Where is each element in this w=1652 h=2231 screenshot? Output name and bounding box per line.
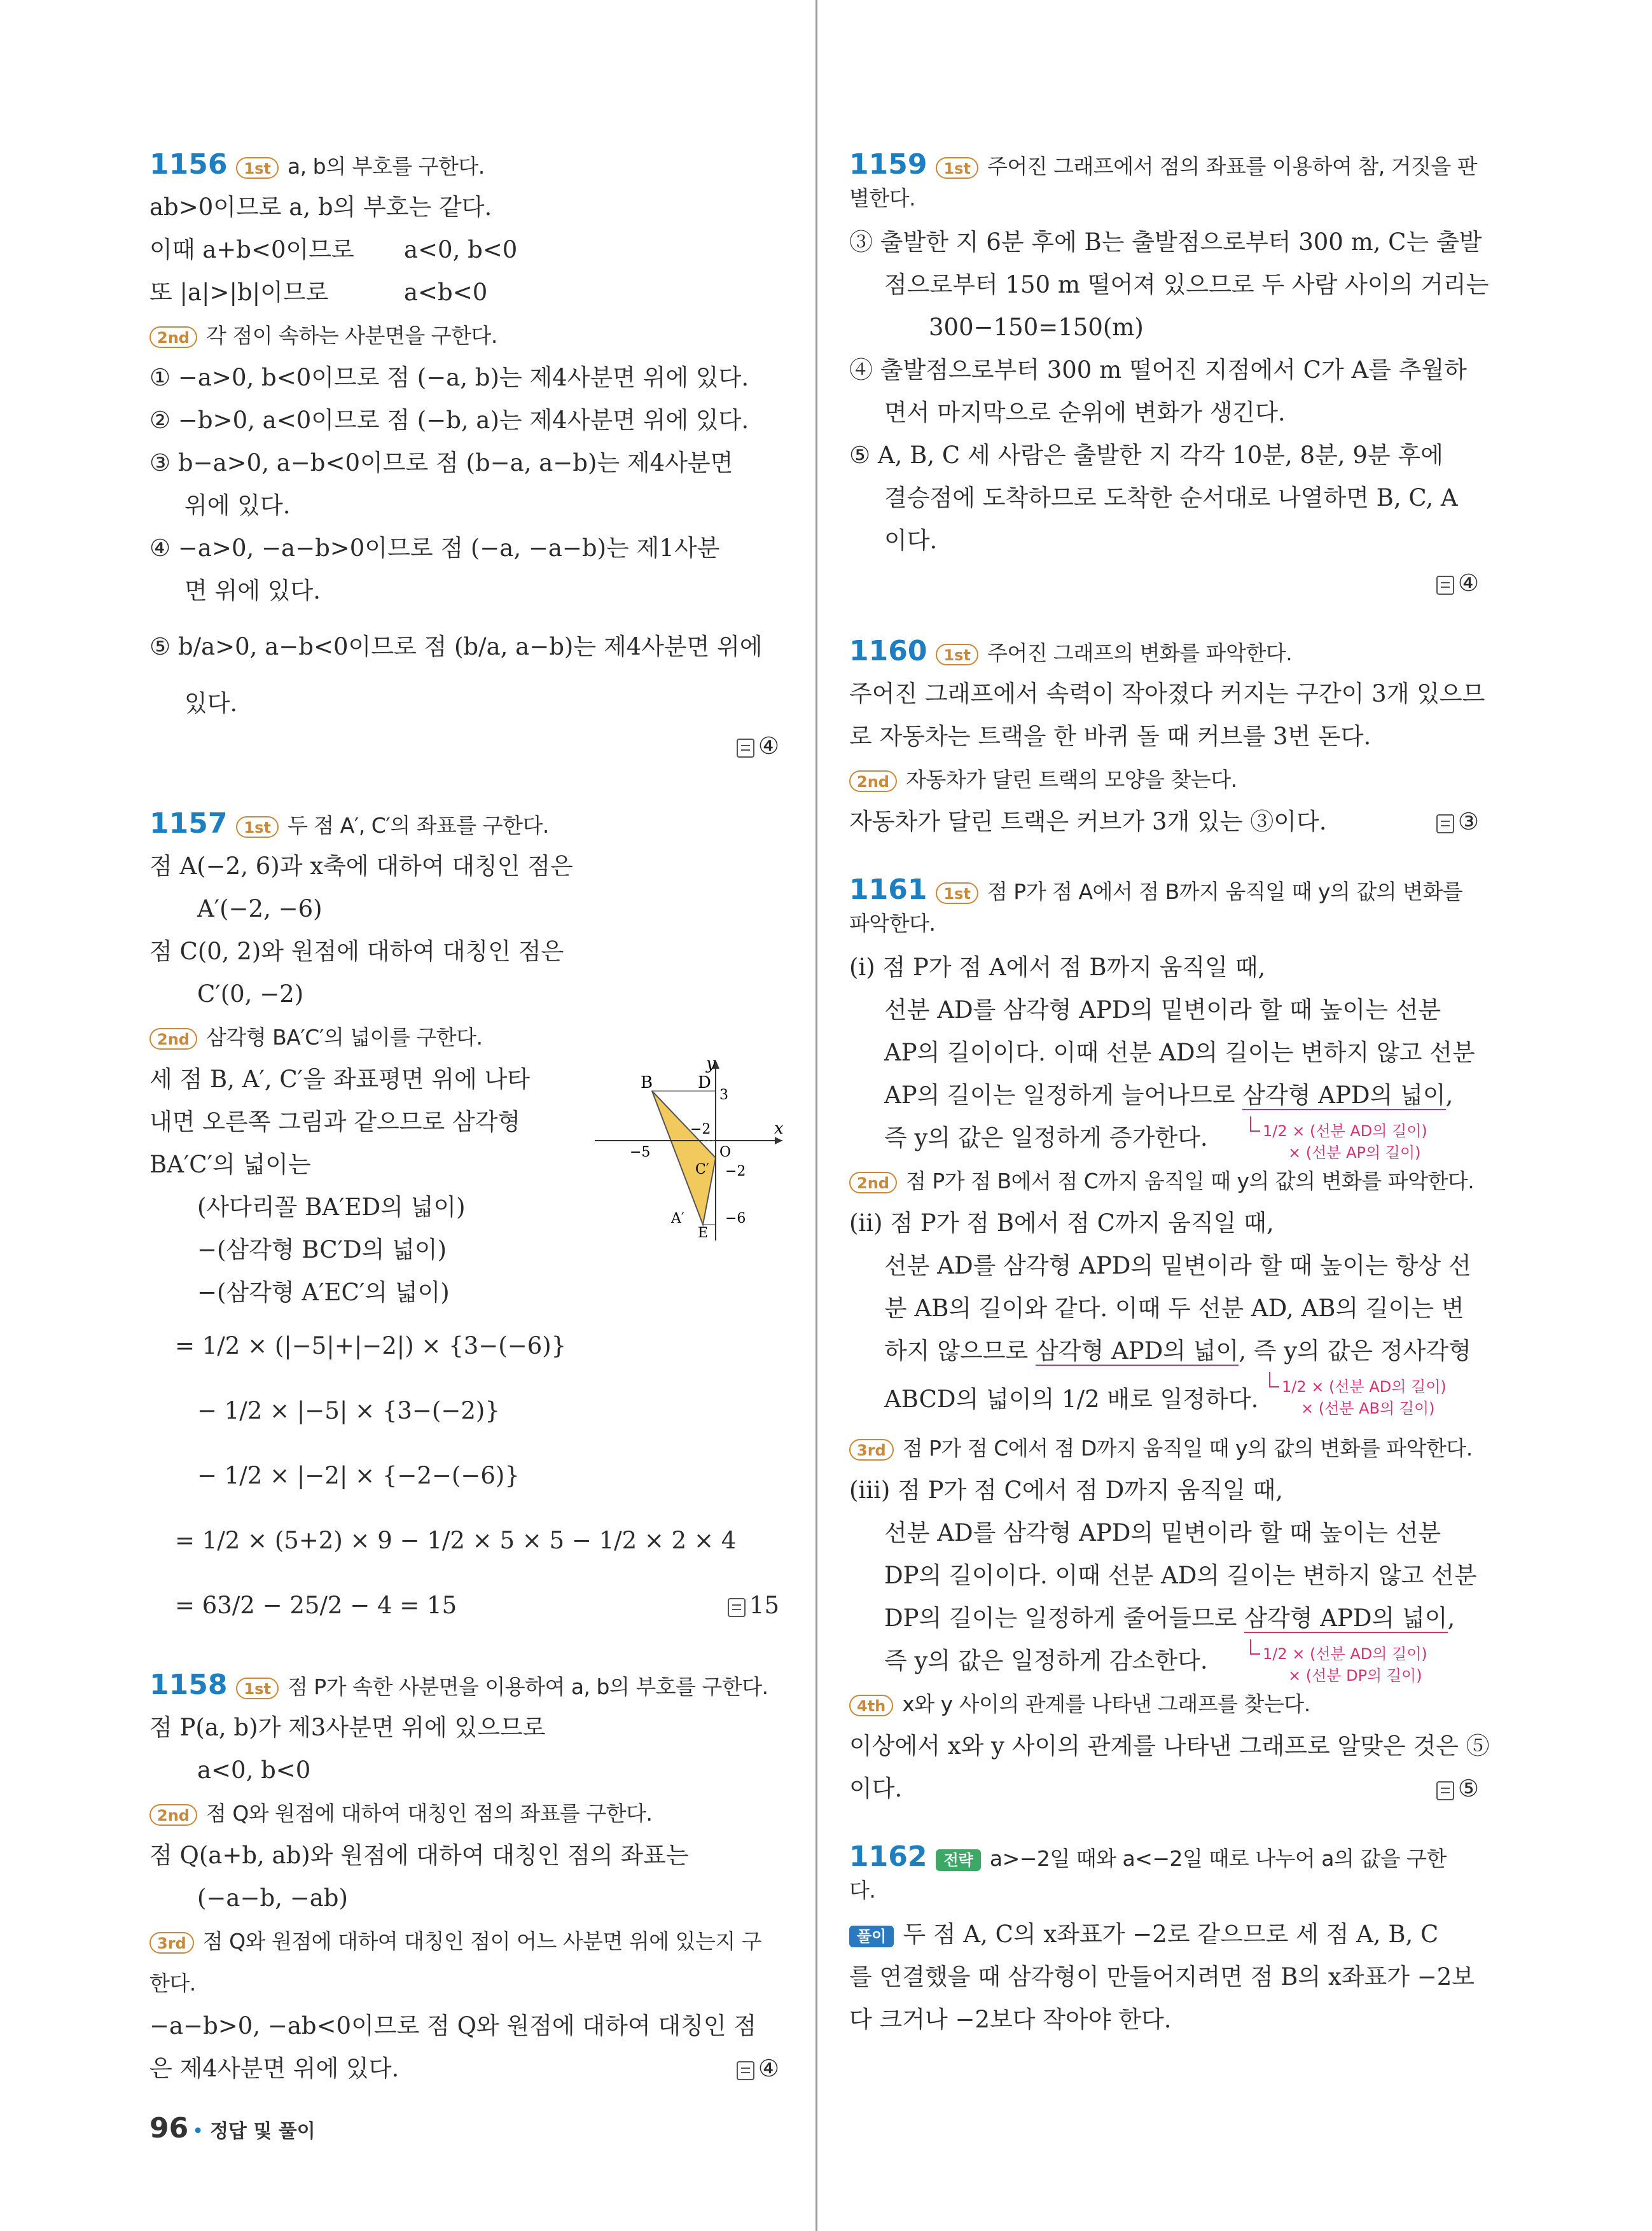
step-badge: 2nd: [149, 1804, 197, 1826]
text-line: 분 AB의 길이와 같다. 이때 두 선분 AD, AB의 길이는 변: [884, 1295, 1464, 1322]
pink-annotation: 1/2 × (선분 AD의 길이) × (선분 AB의 길이): [1282, 1376, 1447, 1419]
strategy-heading-cont: 다.: [849, 1878, 876, 1903]
footer-bullet: •: [192, 2120, 204, 2143]
pink-annotation: 1/2 × (선분 AD의 길이) × (선분 DP의 길이): [1263, 1643, 1427, 1686]
list-item-cont: 면 위에 있다.: [184, 577, 321, 604]
problem-1159: [849, 143, 1489, 604]
column-divider: [816, 0, 817, 2231]
problem-number: 1160: [849, 635, 927, 667]
step-badge: 2nd: [849, 770, 897, 792]
text-line: 내면 오른쪽 그림과 같으므로 삼각형: [149, 1108, 521, 1136]
text-line: 점 P(a, b)가 제3사분면 위에 있으므로: [149, 1714, 546, 1741]
text-line: AP의 길이는 일정하게 늘어나므로 삼각형 APD의 넓이,: [884, 1081, 1454, 1109]
list-item-cont: 위에 있다.: [184, 492, 291, 519]
list-item: ④ 출발점으로부터 300 m 떨어진 지점에서 C가 A를 추월하: [849, 356, 1467, 384]
underlined-term: 삼각형 APD의 넓이: [1244, 1604, 1448, 1632]
tick-minus6: −6: [725, 1211, 746, 1227]
shaded-triangle: [652, 1091, 716, 1225]
underlined-term: 삼각형 APD의 넓이: [1035, 1337, 1239, 1365]
pink-annotation: 1/2 × (선분 AD의 길이) × (선분 AP의 길이): [1263, 1120, 1427, 1164]
list-item-cont: 300−150=150(m): [929, 314, 1144, 341]
answer: ④: [1436, 562, 1479, 604]
list-item: ① −a>0, b<0이므로 점 (−a, b)는 제4사분면 위에 있다.: [149, 364, 749, 391]
answer-icon: [737, 2061, 754, 2080]
text-line: 선분 AD를 삼각형 APD의 밑변이라 할 때 높이는 선분: [884, 996, 1441, 1024]
text-line: 하지 않으므로 삼각형 APD의 넓이, 즉 y의 값은 정사각형: [884, 1337, 1471, 1365]
text-line: 자동차가 달린 트랙은 커브가 3개 있는 ③이다. ③: [849, 800, 1479, 843]
text-line: AP의 길이이다. 이때 선분 AD의 길이는 변하지 않고 선분: [884, 1039, 1475, 1066]
text-line: 세 점 B, A′, C′을 좌표평면 위에 나타: [149, 1066, 531, 1093]
answer-icon: [1436, 814, 1454, 833]
step-heading: 각 점이 속하는 사분면을 구한다.: [205, 323, 497, 348]
step-heading: x와 y 사이의 관계를 나타낸 그래프를 찾는다.: [902, 1692, 1310, 1716]
page-footer: [149, 2112, 316, 2144]
footer-label: 정답 및 풀이: [209, 2120, 316, 2143]
step-heading-cont: 한다.: [149, 1971, 196, 1996]
step-heading: 점 P가 점 C에서 점 D까지 움직일 때 y의 값의 변화를 파악한다.: [902, 1436, 1473, 1461]
answer: ⑤: [1436, 1767, 1479, 1810]
tick-minus5: −5: [630, 1144, 651, 1160]
label-Ap: A′: [671, 1211, 684, 1227]
text-line: −a−b>0, −ab<0이므로 점 Q와 원점에 대하여 대칭인 점: [149, 2012, 757, 2040]
page-number: 96: [149, 2112, 189, 2144]
problem-number: 1158: [149, 1669, 228, 1701]
answer: 15: [728, 1573, 779, 1638]
tick-minus2: −2: [725, 1164, 746, 1179]
list-item: ③ b−a>0, a−b<0이므로 점 (b−a, a−b)는 제4사분면: [149, 449, 733, 476]
label-y: y: [706, 1056, 716, 1073]
step-heading: 점 P가 점 B에서 점 C까지 움직일 때 y의 값의 변화를 파악한다.: [905, 1169, 1475, 1193]
right-column: [849, 143, 1490, 2041]
step-badge: 1st: [936, 157, 978, 179]
text-line: 이때 a+b<0이므로 a<0, b<0: [149, 236, 518, 263]
answer: ④: [737, 725, 779, 767]
problem-1156: [149, 143, 779, 767]
problem-number: 1156: [149, 148, 228, 181]
problem-number: 1161: [849, 873, 927, 906]
text-line: 로 자동차는 트랙을 한 바퀴 돌 때 커브를 3번 돈다.: [849, 723, 1371, 750]
text-line: (−a−b, −ab): [197, 1884, 348, 1912]
problem-number: 1159: [849, 148, 927, 181]
solution-badge: 풀이: [849, 1926, 894, 1947]
label-O: O: [719, 1144, 732, 1160]
text-line: ab>0이므로 a, b의 부호는 같다.: [149, 193, 492, 221]
problem-1162: [849, 1835, 1479, 2041]
text-line: 풀이 두 점 A, C의 x좌표가 −2로 같으므로 세 점 A, B, C: [849, 1913, 1479, 1956]
text-line: ABCD의 넓이의 1/2 배로 일정하다. 1/2 × (선분 AD의 길이) × (선분 AB의 길이): [849, 1372, 1479, 1426]
step-heading: 자동차가 달린 트랙의 모양을 찾는다.: [905, 767, 1237, 792]
list-item-cont: 면서 마지막으로 순위에 변화가 생긴다.: [884, 399, 1286, 426]
text-line: a<0, b<0: [197, 1756, 311, 1784]
strategy-heading: a>−2일 때와 a<−2일 때로 나누어 a의 값을 구한: [989, 1846, 1447, 1871]
text-line: 점 Q(a+b, ab)와 원점에 대하여 대칭인 점의 좌표는: [149, 1842, 689, 1869]
text-line: 점 A(−2, 6)과 x축에 대하여 대칭인 점은: [149, 852, 573, 880]
text-line: 선분 AD를 삼각형 APD의 밑변이라 할 때 높이는 항상 선: [884, 1252, 1471, 1279]
step-heading-cont: 파악한다.: [849, 911, 936, 936]
step-badge: 4th: [849, 1695, 893, 1716]
step-badge: 2nd: [149, 1028, 197, 1050]
step-heading: 두 점 A′, C′의 좌표를 구한다.: [287, 813, 549, 838]
list-item-cont: 있다.: [184, 690, 238, 717]
text-line: 또 |a|>|b|이므로 a<b<0: [149, 279, 488, 306]
coordinate-figure: [595, 1056, 786, 1241]
tick-minus2-top: −2: [690, 1122, 711, 1137]
label-B: B: [641, 1073, 653, 1092]
step-heading: 주어진 그래프의 변화를 파악한다.: [987, 641, 1293, 665]
label-x: x: [774, 1119, 784, 1138]
text-line: DP의 길이는 일정하게 줄어들므로 삼각형 APD의 넓이,: [884, 1604, 1455, 1632]
tick-3: 3: [719, 1087, 728, 1103]
label-Cp: C′: [695, 1162, 709, 1178]
step-badge: 1st: [236, 157, 278, 179]
problem-1161: [849, 868, 1490, 1810]
step-badge: 1st: [936, 882, 978, 904]
step-heading: 주어진 그래프에서 점의 좌표를 이용하여 참, 거짓을 판: [987, 154, 1478, 179]
equation-line: = 1/2 × (5+2) × 9 − 1/2 × 5 × 5 − 1/2 × 2 × 4: [175, 1527, 737, 1554]
problem-1158: [149, 1664, 779, 2090]
text-line: 즉 y의 값은 일정하게 증가한다. 1/2 × (선분 AD의 길이) × (선분 AP의 길이): [849, 1116, 1479, 1159]
text-line: A′(−2, −6): [197, 895, 323, 922]
list-item: ② −b>0, a<0이므로 점 (−b, a)는 제4사분면 위에 있다.: [149, 407, 749, 434]
text-line: 를 연결했을 때 삼각형이 만들어지려면 점 B의 x좌표가 −2보: [849, 1963, 1475, 1991]
step-heading: 점 P가 점 A에서 점 B까지 움직일 때 y의 값의 변화를: [987, 879, 1463, 904]
equation-line: = 63/2 − 25/2 − 4 = 15 15: [149, 1573, 779, 1638]
list-item-cont: 점으로부터 150 m 떨어져 있으므로 두 사람 사이의 거리는: [884, 271, 1489, 298]
case-heading: (i) 점 P가 점 A에서 점 B까지 움직일 때,: [849, 954, 1266, 981]
text-line: 다 크거나 −2보다 작아야 한다.: [849, 2006, 1172, 2033]
answer-icon: [1436, 1781, 1454, 1800]
answer: ③: [1436, 800, 1479, 843]
text-line: BA′C′의 넓이는: [149, 1151, 311, 1178]
step-badge: 2nd: [149, 326, 197, 348]
text-line: 주어진 그래프에서 속력이 작아졌다 커지는 구간이 3개 있으므: [849, 680, 1485, 707]
case-heading: (ii) 점 P가 점 B에서 점 C까지 움직일 때,: [849, 1209, 1274, 1237]
text-line: C′(0, −2): [197, 980, 304, 1008]
list-item: ⑤ b/a>0, a−b<0이므로 점 (b/a, a−b)는 제4사분면 위에: [149, 633, 763, 660]
answer-icon: [728, 1598, 746, 1617]
step-heading-cont: 별한다.: [849, 186, 916, 211]
step-heading: a, b의 부호를 구한다.: [287, 154, 485, 179]
answer-icon: [737, 739, 754, 758]
label-D: D: [698, 1073, 711, 1092]
step-badge: 1st: [236, 816, 278, 838]
text-line: 선분 AD를 삼각형 APD의 밑변이라 할 때 높이는 선분: [884, 1519, 1441, 1546]
list-item-cont: 이다.: [884, 527, 938, 554]
case-heading: (iii) 점 P가 점 C에서 점 D까지 움직일 때,: [849, 1477, 1283, 1504]
list-item: ③ 출발한 지 6분 후에 B는 출발점으로부터 300 m, C는 출발: [849, 228, 1482, 256]
list-item: ④ −a>0, −a−b>0이므로 점 (−a, −a−b)는 제1사분: [149, 534, 720, 562]
underlined-term: 삼각형 APD의 넓이: [1242, 1081, 1446, 1109]
problem-number: 1162: [849, 1840, 927, 1873]
list-item: ⑤ A, B, C 세 사람은 출발한 지 각각 10분, 8분, 9분 후에: [849, 441, 1443, 469]
step-heading: 점 P가 속한 사분면을 이용하여 a, b의 부호를 구한다.: [287, 1674, 768, 1699]
step-badge: 1st: [236, 1678, 278, 1699]
text-line: −(삼각형 A′EC′의 넓이): [197, 1279, 450, 1306]
step-badge: 2nd: [849, 1172, 897, 1193]
label-E: E: [698, 1225, 709, 1241]
problem-number: 1157: [149, 807, 228, 840]
strategy-badge: 전략: [936, 1849, 980, 1871]
answer-icon: [1436, 576, 1454, 595]
step-heading: 점 Q와 원점에 대하여 대칭인 점의 좌표를 구한다.: [205, 1801, 653, 1826]
equation-line: − 1/2 × |−2| × {−2−(−6)}: [197, 1462, 520, 1489]
step-badge: 3rd: [149, 1932, 194, 1954]
text-line: DP의 길이이다. 이때 선분 AD의 길이는 변하지 않고 선분: [884, 1562, 1477, 1589]
text-line: 즉 y의 값은 일정하게 감소한다. 1/2 × (선분 AD의 길이) × (선분 DP의 길이): [849, 1639, 1479, 1682]
text-line: −(삼각형 BC′D의 넓이): [197, 1236, 447, 1263]
step-badge: 1st: [936, 644, 978, 665]
step-heading: 점 Q와 원점에 대하여 대칭인 점이 어느 사분면 위에 있는지 구: [202, 1929, 762, 1954]
text-line: 은 제4사분면 위에 있다. ④: [149, 2047, 779, 2090]
problem-1160: [849, 630, 1485, 843]
equation-line: = 1/2 × (|−5|+|−2|) × {3−(−6)}: [175, 1332, 567, 1359]
equation-line: − 1/2 × |−5| × {3−(−2)}: [197, 1397, 500, 1424]
step-badge: 3rd: [849, 1439, 894, 1461]
step-heading: 삼각형 BA′C′의 넓이를 구한다.: [205, 1025, 483, 1050]
text-line: (사다리꼴 BA′ED의 넓이): [197, 1193, 466, 1221]
text-line: 이다. ⑤: [849, 1767, 1479, 1810]
list-item-cont: 결승점에 도착하므로 도착한 순서대로 나열하면 B, C, A: [884, 484, 1458, 511]
text-line: 이상에서 x와 y 사이의 관계를 나타낸 그래프로 알맞은 것은 ⑤: [849, 1732, 1490, 1760]
answer: ④: [737, 2047, 779, 2090]
text-line: 점 C(0, 2)와 원점에 대하여 대칭인 점은: [149, 938, 564, 965]
